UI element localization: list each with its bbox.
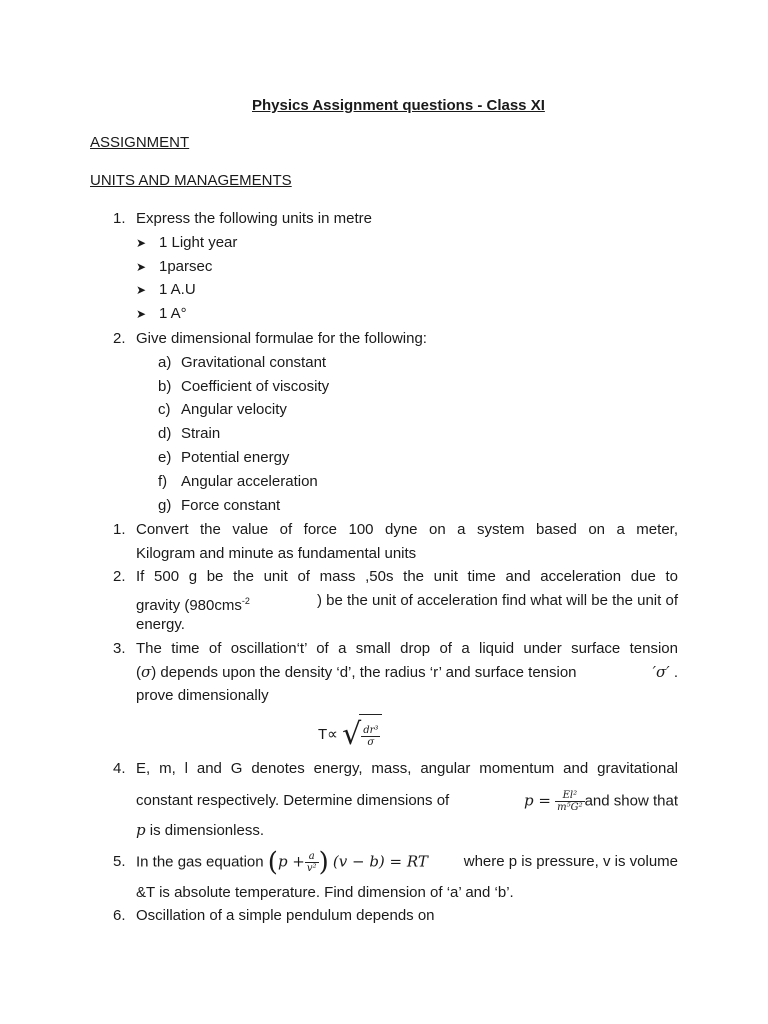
item-text: Gravitational constant [181, 354, 327, 371]
problem-text: Convert the value of force 100 dyne on a system based on a meter, [136, 521, 678, 538]
paren: ( [267, 847, 278, 877]
arrow-bullet-icon: ➤ [136, 260, 147, 274]
question-number: 6. [113, 907, 126, 924]
problem-5 [0, 846, 768, 878]
question-number: 2. [113, 330, 126, 347]
fraction [305, 851, 319, 874]
sigma-symbol: ′σ′ [652, 663, 670, 681]
item-letter: f) [158, 473, 168, 490]
bullet-text: 1parsec [159, 258, 213, 275]
item-text: Angular acceleration [181, 473, 318, 490]
problem-text: If 500 g be the unit of mass ,50s the unit time and acceleration due to [136, 568, 678, 585]
superscript: -2 [241, 596, 250, 606]
formula-var: p + [277, 851, 305, 870]
question-number: 1. [113, 210, 126, 227]
paren: ) [318, 847, 329, 877]
fraction [361, 725, 380, 748]
arrow-bullet-icon: ➤ [136, 283, 147, 297]
question-text: Give dimensional formulae for the following: [136, 330, 427, 347]
question-number: 1. [113, 521, 126, 538]
problem-text: prove dimensionally [136, 687, 269, 704]
question-number: 4. [113, 760, 126, 777]
bullet-text: 1 Light year [159, 234, 238, 251]
numerator: a [305, 851, 319, 863]
sigma-symbol: σ [141, 663, 152, 681]
formula-lhs: T∝ [318, 725, 338, 743]
text-run: In the gas equation [136, 852, 264, 870]
question-number: 3. [113, 640, 126, 657]
problem-text [136, 783, 678, 819]
item-letter: a) [158, 354, 172, 371]
problem-text: Oscillation of a simple pendulum depends on [136, 907, 435, 924]
item-letter: b) [158, 378, 172, 395]
item-text: Strain [181, 425, 221, 442]
question-number: 2. [113, 568, 126, 585]
formula-rest: (v − b) = RT [332, 851, 428, 870]
item-letter: g) [158, 497, 172, 514]
problem-text [136, 591, 678, 616]
bullet-text: 1 A.U [159, 281, 196, 298]
assignment-heading: ASSIGNMENT [90, 134, 190, 151]
question-text: Express the following units in metre [136, 210, 372, 227]
arrow-bullet-icon: ➤ [136, 236, 147, 250]
formula-var: p [136, 821, 146, 839]
bullet-text: 1 A° [159, 305, 187, 322]
text-run: constant respectively. Determine dimensions of [136, 792, 450, 809]
problem-text: Kilogram and minute as fundamental units [136, 545, 417, 562]
text-run: . [673, 664, 678, 681]
numerator: dr³ [363, 724, 379, 736]
arrow-bullet-icon: ➤ [136, 307, 147, 321]
page-title: Physics Assignment questions - Class XI [252, 97, 545, 114]
problem-text: The time of oscillation‘t’ of a small drop of a liquid under surface tension [136, 640, 678, 657]
sqrt-icon: √ [342, 717, 362, 752]
item-text: Potential energy [181, 449, 290, 466]
denominator: σ [367, 736, 375, 748]
problem-text [136, 662, 678, 683]
question-number: 5. [113, 853, 126, 870]
text-run: ) depends upon the density ‘d’, the radius ‘r’ and surface tension [151, 664, 577, 681]
item-letter: c) [158, 401, 171, 418]
fraction [555, 790, 585, 813]
text-run: ) be the unit of acceleration find what will be the unit of [316, 592, 678, 609]
denominator: m⁵G² [557, 801, 583, 813]
item-letter: e) [158, 449, 172, 466]
problem-text: &T is absolute temperature. Find dimension of ‘a’ and ‘b’. [136, 884, 514, 901]
problem-text: E, m, l and G denotes energy, mass, angular momentum and gravitational [136, 760, 678, 777]
formula-oscillation [318, 714, 382, 756]
text-run: gravity (980cms [136, 597, 242, 614]
item-text: Angular velocity [181, 401, 287, 418]
item-letter: d) [158, 425, 172, 442]
denominator: v² [306, 862, 317, 874]
text-run: where p is pressure, v is volume [463, 853, 678, 870]
numerator: El² [555, 790, 585, 802]
formula-lhs: p = [523, 790, 551, 809]
item-text: Force constant [181, 497, 281, 514]
sqrt-body [359, 714, 382, 756]
text-run: is dimensionless. [149, 822, 264, 839]
text-run: ( [136, 664, 141, 681]
problem-text [136, 820, 264, 841]
section-heading: UNITS AND MANAGEMENTS [90, 172, 292, 189]
text-run: and show that [584, 791, 678, 809]
problem-text: energy. [136, 616, 185, 633]
item-text: Coefficient of viscosity [181, 378, 330, 395]
